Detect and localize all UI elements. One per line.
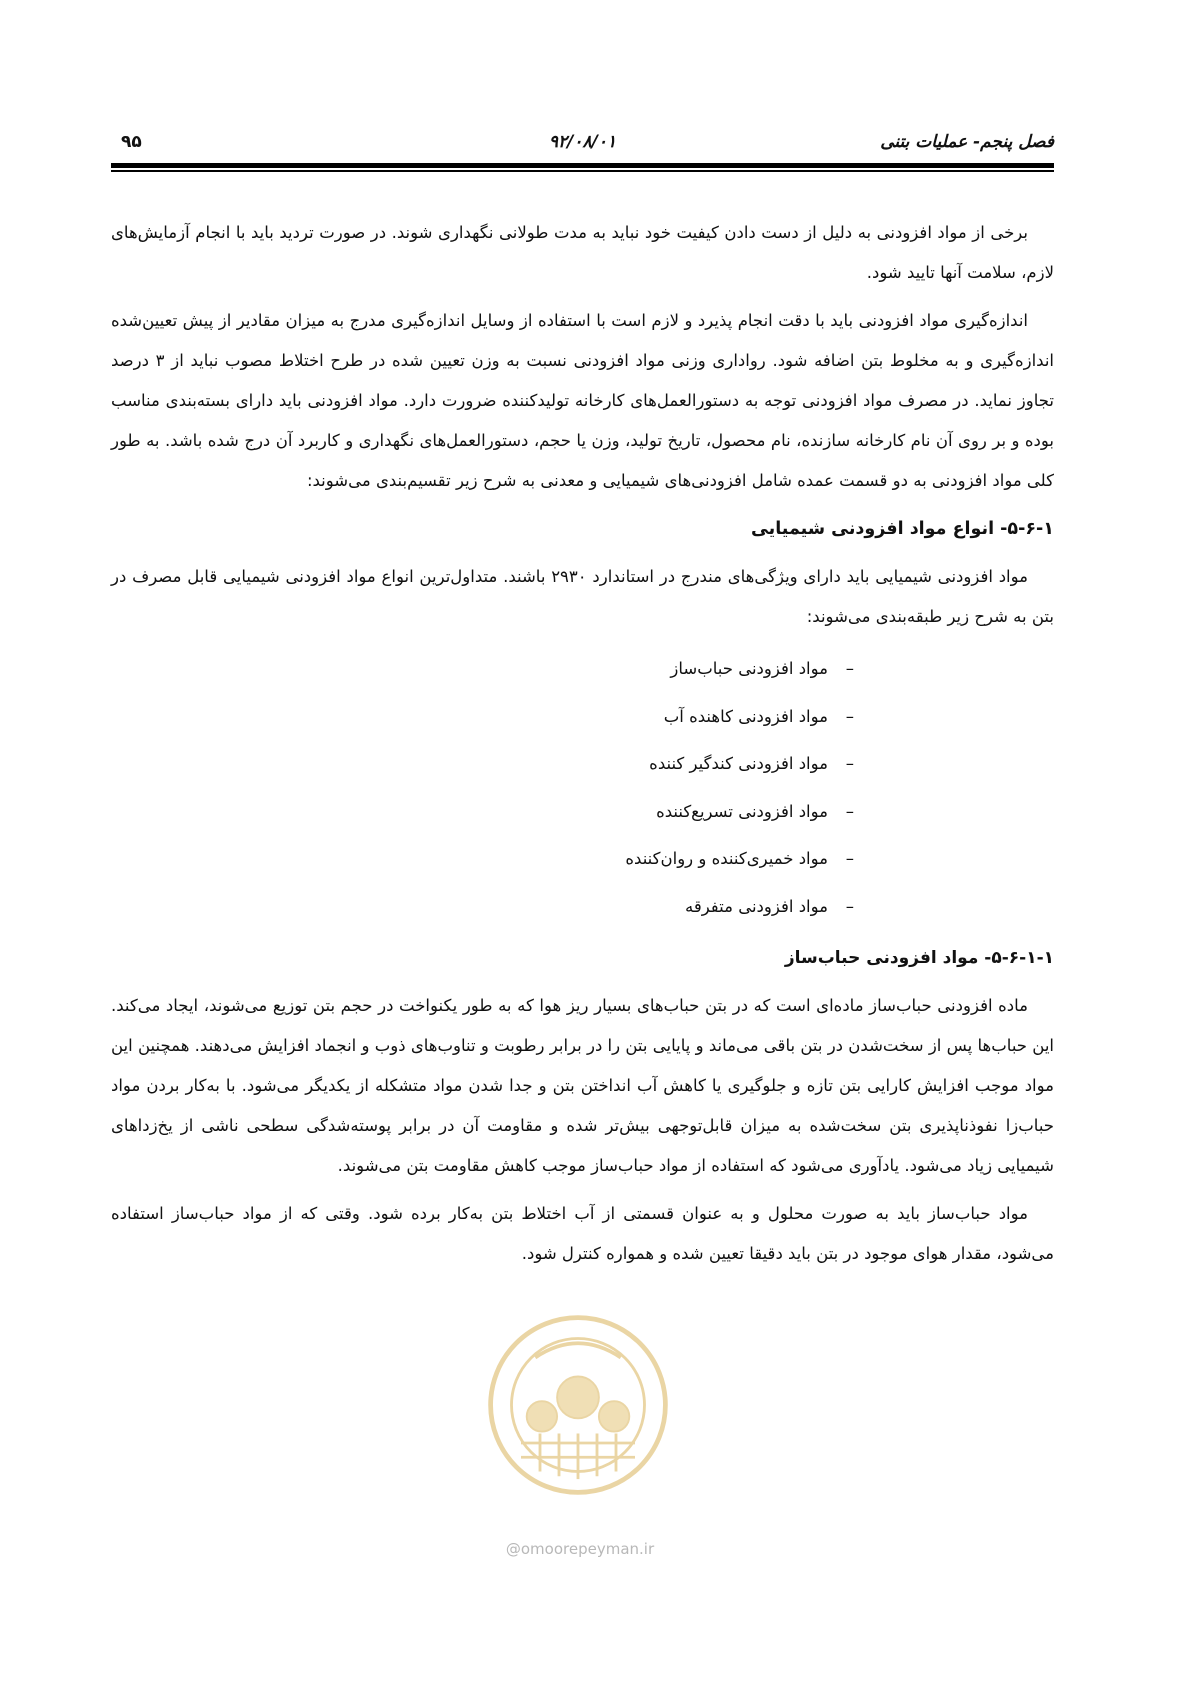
- list-item-text: مواد افزودنی کاهنده آب: [663, 706, 828, 726]
- watermark-url: @omoorepeyman.ir: [505, 1540, 655, 1558]
- list-item-text: مواد افزودنی حباب‌ساز: [670, 659, 828, 678]
- admixture-list: [111, 645, 1054, 930]
- list-item: [111, 693, 854, 741]
- body-text: [111, 213, 1054, 1282]
- list-item-text: مواد خمیری‌کننده و روان‌کننده: [625, 849, 828, 868]
- dash-bullet: –: [845, 659, 854, 678]
- header-rule-thin: [111, 170, 1054, 172]
- list-item-text: مواد افزودنی کندگیر کننده: [649, 754, 828, 773]
- paragraph: برخی از مواد افزودنی به دلیل از دست دادن کیفیت خود نباید به مدت طولانی نگهداری شوند. در صورت تردید باید با انجام آزمایش‌های لازم، سلامت آنها تایید شود.: [111, 223, 1054, 282]
- list-item-text: مواد افزودنی متفرقه: [684, 896, 828, 916]
- list-item: [111, 788, 854, 836]
- list-item: [111, 645, 854, 693]
- dash-bullet: –: [845, 801, 854, 821]
- header-rule-thick: [111, 163, 1054, 168]
- watermark-seal-icon: [483, 1310, 673, 1500]
- paragraph: اندازه‌گیری مواد افزودنی باید با دقت انجام پذیرد و لازم است با استفاده از وسایل اندازه‌گیری مدرج به میزان مقادیر از پیش تعیین‌شده اندازه‌گیری و به مخلوط بتن اضافه شود. رواداری وزنی مواد افزودنی نسبت به وزن تعیین شده در طرح اختلاط مصوب نباید از ۳ درصد تجاوز نماید. در مصرف مواد افزودنی توجه به دستورالعمل‌های کارخانه تولیدکننده ضرورت دارد. مواد افزودنی باید دارای بسته‌بندی مناسب بوده و بر روی آن نام کارخانه سازنده، نام محصول، تاریخ تولید، وزن یا حجم، دستورالعمل‌های نگهداری و کاربرد آن درج شده باشد. به طور کلی مواد افزودنی به دو قسمت عمده شامل افزودنی‌های شیمیایی و معدنی به شرح زیر تقسیم‌بندی می‌شوند:: [111, 311, 1054, 490]
- paragraph: ماده افزودنی حباب‌ساز ماده‌ای است که در بتن حباب‌های بسیار ریز هوا که به طور یکنواخت در حجم بتن توزیع می‌شوند، ایجاد می‌کند. این حباب‌ها پس از سخت‌شدن در بتن باقی می‌ماند و پایایی بتن را در برابر رطوبت و تناوب‌های ذوب و انجماد افزایش می‌دهند. همچنین این مواد موجب افزایش کارایی بتن تازه و جلوگیری یا کاهش آب انداختن بتن و جدا شدن مواد متشکله از یکدیگر می‌شود. با به‌کار بردن مواد حباب‌زا نفوذناپذیری بتن سخت‌شده به میزان قابل‌توجهی بیش‌تر شده و مقاومت آن در برابر پوسته‌شدگی سطحی ناشی از یخ‌زداهای شیمیایی زیاد می‌شود. یادآوری می‌شود که استفاده از مواد حباب‌ساز موجب کاهش مقاومت بتن می‌شوند.: [111, 996, 1054, 1175]
- dash-bullet: –: [845, 849, 854, 868]
- paragraph: مواد افزودنی شیمیایی باید دارای ویژگی‌های مندرج در استاندارد ۲۹۳۰ باشند. متداول‌ترین انواع مواد افزودنی شیمیایی قابل مصرف در بتن به شرح زیر طبقه‌بندی می‌شوند:: [111, 567, 1054, 626]
- dash-bullet: –: [845, 896, 854, 916]
- list-item: [111, 740, 854, 788]
- list-item-text: مواد افزودنی تسریع‌کننده: [656, 801, 828, 821]
- chapter-title: فصل پنجم- عملیات بتنی: [880, 132, 1054, 152]
- dash-bullet: –: [845, 754, 854, 773]
- section-heading: ۵-۶-۱- انواع مواد افزودنی شیمیایی: [750, 519, 1054, 539]
- header-date: ۹۲/۰۸/۰۱: [548, 132, 617, 152]
- page-header: [111, 122, 1054, 162]
- list-item: [111, 883, 854, 931]
- subsection-heading: ۵-۶-۱-۱- مواد افزودنی حباب‌ساز: [784, 948, 1054, 968]
- paragraph: مواد حباب‌ساز باید به صورت محلول و به عنوان قسمتی از آب اختلاط بتن به‌کار برده شود. وقتی که از مواد حباب‌ساز استفاده می‌شود، مقدار هوای موجود در بتن باید دقیقا تعیین شده و همواره کنترل شود.: [111, 1204, 1054, 1263]
- list-item: [111, 835, 854, 883]
- page-number: ۹۵: [121, 132, 142, 152]
- dash-bullet: –: [845, 706, 854, 726]
